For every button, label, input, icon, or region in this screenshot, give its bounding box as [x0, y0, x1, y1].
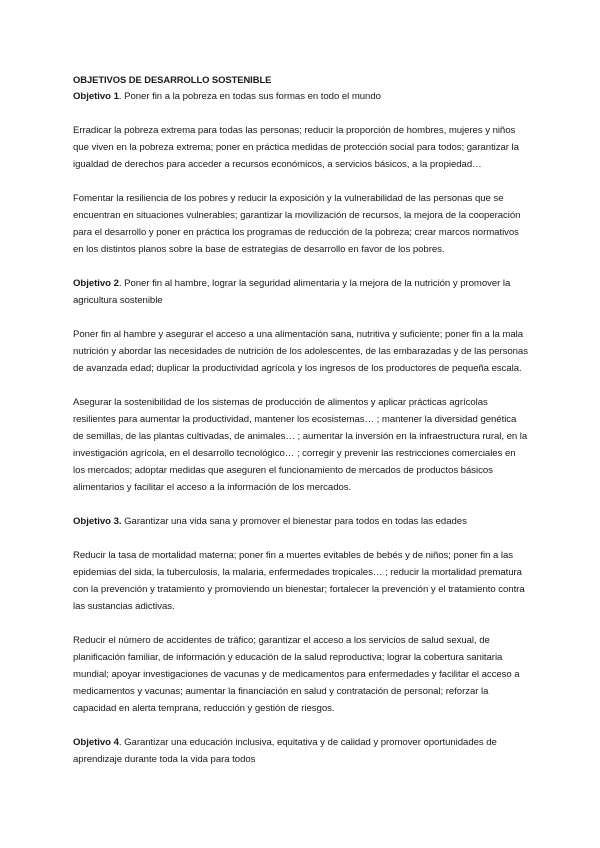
objective-3-paragraph-1: Reducir la tasa de mortalidad materna; poner fin a muertes evitables de bebés y de niños; poner fin a las epidemias del sida, la tuberculosis, la malaria, enfermedades tropicales… ; reducir la mortalidad prematura con la prevención y tratamiento y promoviendo un bienestar; fortalecer la prevención y el tratamiento contra las sustancias adictivas.: [73, 550, 525, 612]
objective-2-label: Objetivo 2: [73, 278, 119, 289]
objective-4-label-suffix: .: [118, 737, 122, 748]
document-page: [73, 72, 529, 768]
objective-1-label-suffix: .: [118, 91, 122, 102]
objective-3-text: Garantizar una vida sana y promover el bienestar para todos en todas las edades: [121, 516, 467, 527]
objective-3-paragraph-2: Reducir el número de accidentes de tráfico; garantizar el acceso a los servicios de salud sexual, de planificación familiar, de información y educación de la salud reproductiva; lograr la cobertura sanitaria mundial; apoyar investigaciones de vacunas y de medicamentos para enfermedades y facilitar el acceso a medicamentos y vacunas; aumentar la financiación en salud y contratación de personal; reforzar la capacidad en alerta temprana, reducción y gestión de riesgos.: [73, 635, 520, 714]
objective-2-paragraph-1: Poner fin al hambre y asegurar el acceso a una alimentación sana, nutritiva y suficiente; poner fin a la mala nutrición y abordar las necesidades de nutrición de los adolescentes, de las embarazadas y de las personas de avanzada edad; duplicar la productividad agrícola y los ingresos de los productores de pequeña escala.: [73, 329, 528, 374]
objective-3-label: Objetivo 3.: [73, 516, 122, 527]
objective-2-label-suffix: .: [118, 278, 122, 289]
document-title: OBJETIVOS DE DESARROLLO SOSTENIBLE: [73, 74, 272, 85]
objective-4-label: Objetivo 4: [73, 737, 119, 748]
objective-1-text: Poner fin a la pobreza en todas sus formas en todo el mundo: [121, 91, 381, 102]
objective-2-paragraph-2: Asegurar la sostenibilidad de los sistemas de producción de alimentos y aplicar prácticas agrícolas resilientes para aumentar la productividad, mantener los ecosistemas… ; mantener la diversidad genética de semillas, de las plantas cultivadas, de animales… ; aumentar la inversión en la infraestructura rural, en la investigación agrícola, en el desarrollo tecnológico… ; corregir y prevenir las restricciones comerciales en los mercados; adoptar medidas que aseguren el funcionamiento de mercados de productos básicos alimentarios y facilitar el acceso a la información de los mercados.: [73, 397, 528, 493]
objective-2-text: Poner fin al hambre, lograr la seguridad alimentaria y la mejora de la nutrición y promover la agricultura sostenible: [73, 278, 511, 306]
objective-1-label: Objetivo 1: [73, 91, 119, 102]
objective-1-heading: [73, 88, 529, 105]
objective-2-heading: [73, 275, 529, 309]
objective-4-heading: [73, 734, 529, 768]
objective-3-heading: [73, 513, 529, 530]
objective-1-paragraph-1: Erradicar la pobreza extrema para todas las personas; reducir la proporción de hombres, mujeres y niños que viven en la pobreza extrema; poner en práctica medidas de protección social para todos; garantizar la igualdad de derechos para acceder a recursos económicos, a servicios básicos, a la propiedad…: [73, 125, 519, 170]
objective-1-paragraph-2: Fomentar la resiliencia de los pobres y reducir la exposición y la vulnerabilidad de las personas que se encuentran en situaciones vulnerables; garantizar la movilización de recursos, la mejora de la cooperación para el desarrollo y poner en práctica los programas de reducción de la pobreza; crear marcos normativos en los distintos planos sobre la base de estrategias de desarrollo en favor de los pobres.: [73, 193, 521, 255]
objective-4-text: Garantizar una educación inclusiva, equitativa y de calidad y promover oportunidades de aprendizaje durante toda la vida para todos: [73, 737, 497, 765]
